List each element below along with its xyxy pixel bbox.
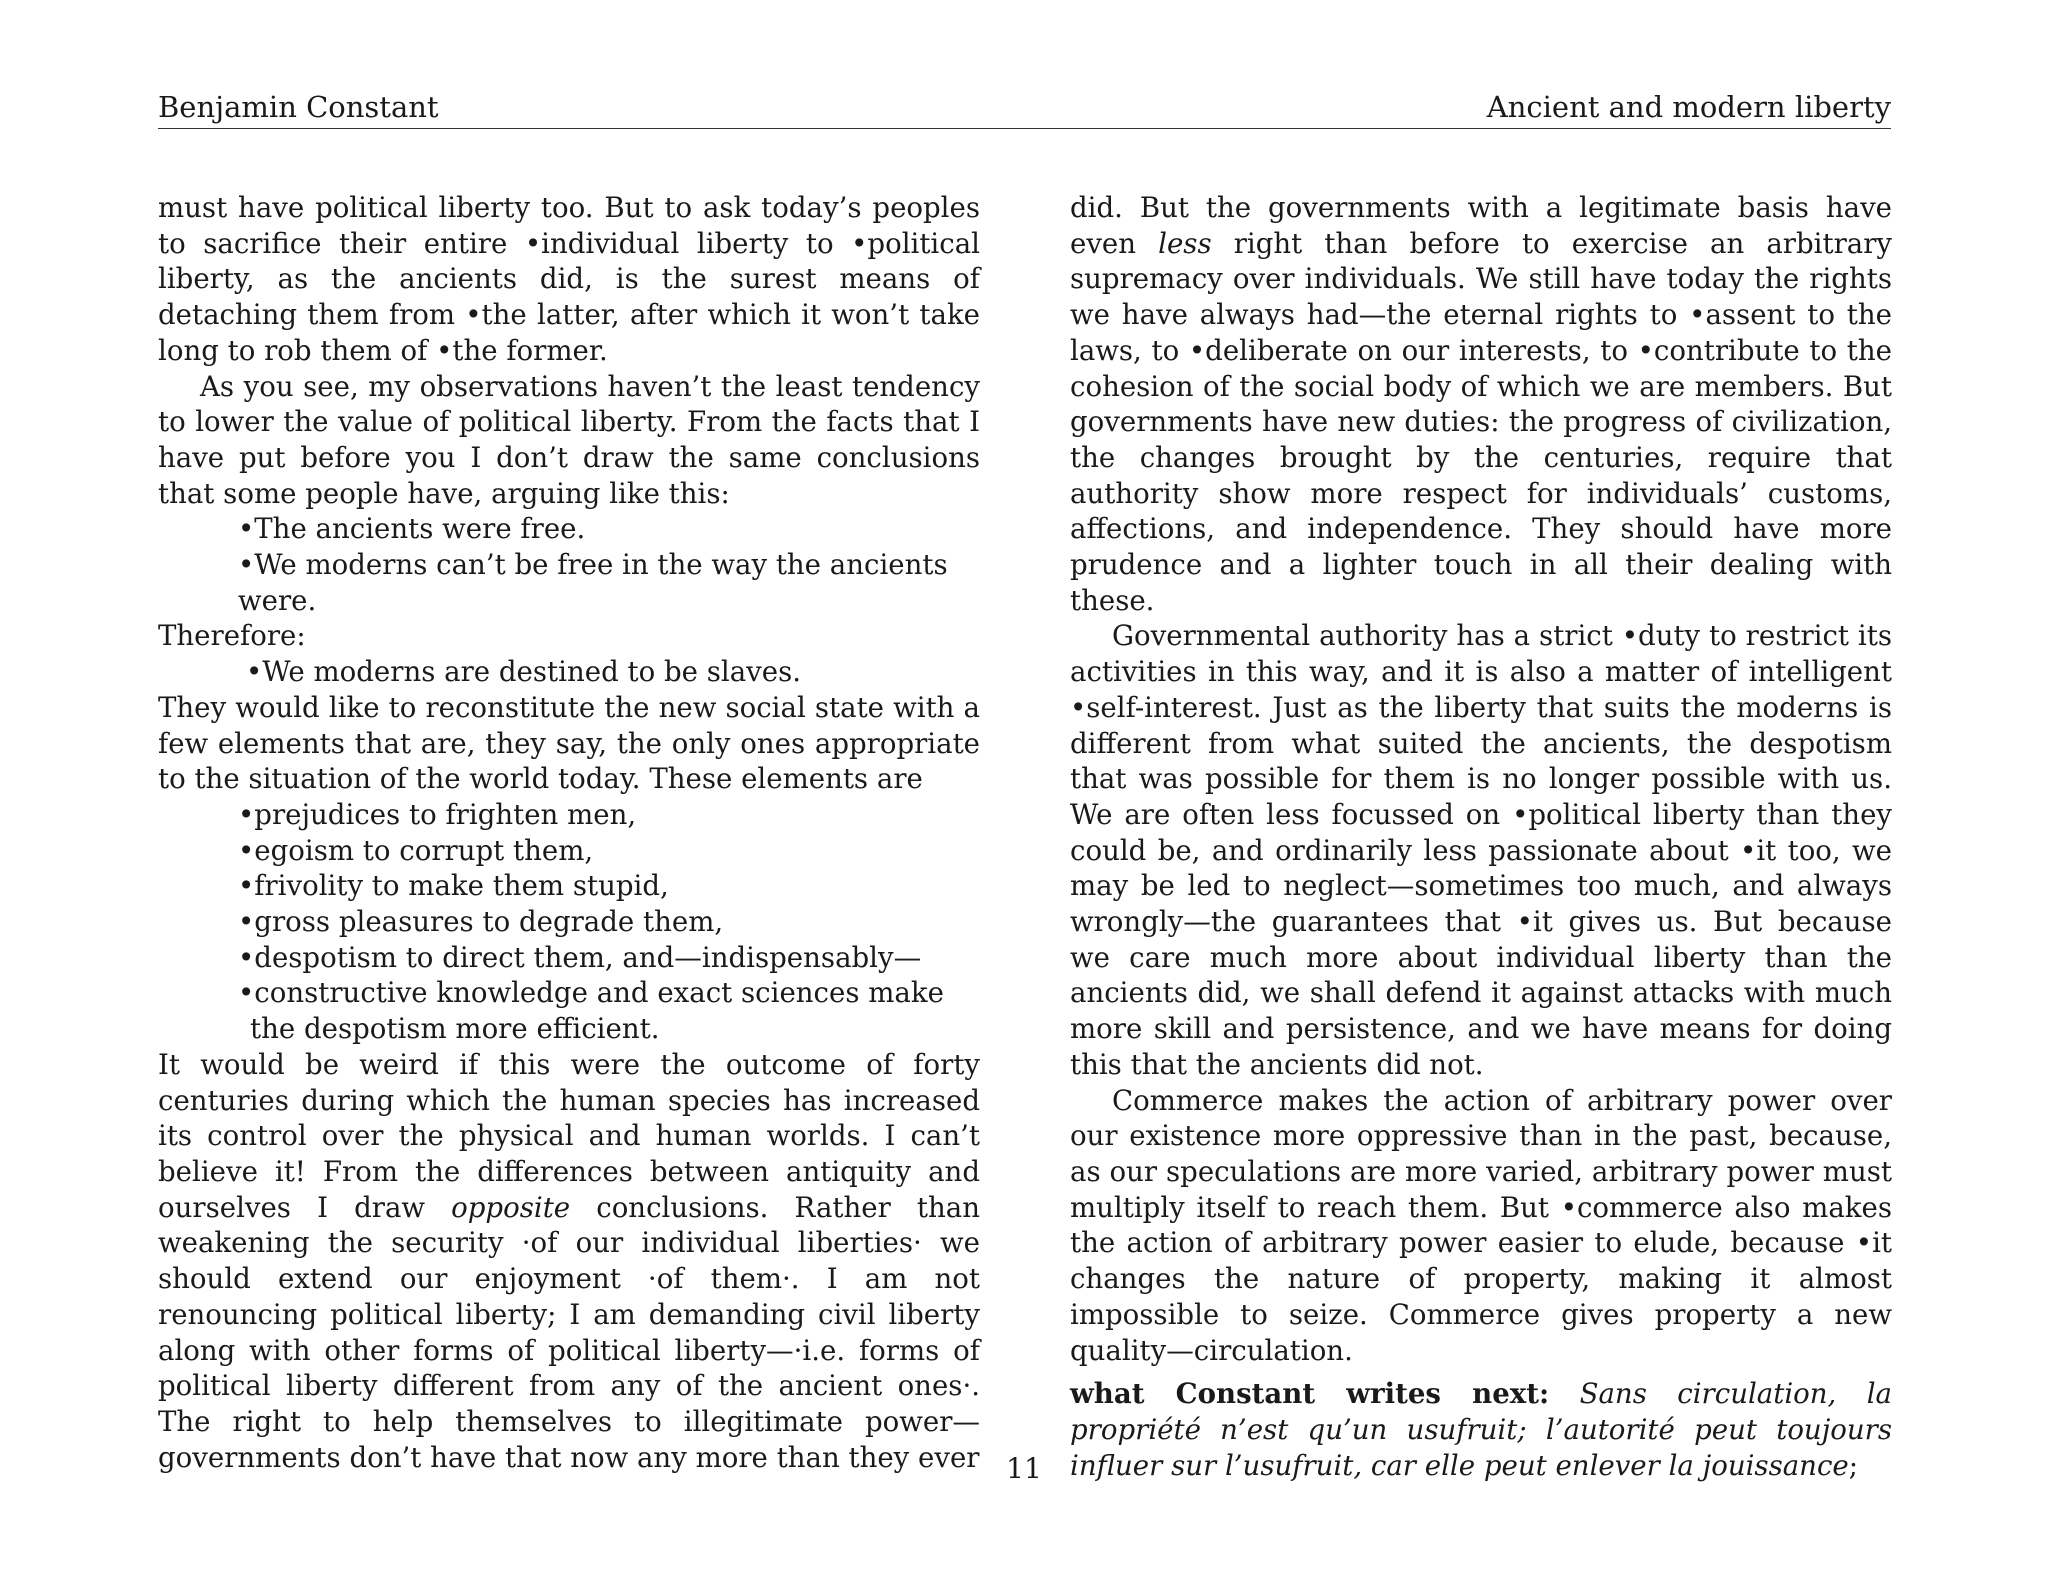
text-run: It would be weird if this were the outcome of forty centuries during which the human species has increased its control over the physical and human worlds. I can’t believe it! From the differences between antiquity and ourselves I draw — [158, 1047, 980, 1224]
text-run: right than before to exercise an arbitrary supremacy over individuals. We still have today the rights we have always had—the eternal rights to •assent to the laws, to •deliberate on our interests, to •contribute to the cohesion of the social body of which we are members. But governments have new duties: the progress of civilization, the changes brought by the centuries, require that authority show more respect for individuals’ customs, affections, and independence. They should have more prudence and a lighter touch in all their dealing with these. — [1070, 226, 1893, 617]
paragraph — [1070, 190, 1892, 618]
paragraph — [158, 1047, 980, 1475]
note-end: ; — [1848, 1448, 1859, 1482]
note-label: what Constant writes next: — [1070, 1377, 1550, 1411]
paragraph: They would like to reconstitute the new social state with a few elements that are, they say, the only ones appropriate to the situation of the world today. These elements are — [158, 690, 980, 796]
paragraph: Commerce makes the action of arbitrary power over our existence more oppressive than in the past, because, as our speculations are more varied, arbitrary power must multiply itself to reach them. But •commerce also makes the action of arbitrary power easier to elude, because •it changes the nature of property, making it almost impossible to seize. Commerce gives property a new quality—circulation. — [1070, 1083, 1892, 1367]
emphasis: less — [1158, 226, 1212, 260]
text-run: conclusions. Rather than weakening the security ·of our individual liberties· we should extend our enjoyment ·of them·. I am not renouncing political liberty; I am demanding civil liberty along with other forms of political liberty—·i.e. forms of political liberty different from any of the ancient ones·. The right to help themselves to illegitimate power—governments don’t have that now any more than they ever — [158, 1190, 980, 1474]
argument-therefore: Therefore: — [158, 619, 306, 653]
list-item: •egoism to corrupt them, — [238, 833, 594, 867]
left-column — [158, 190, 980, 1475]
list-item: •gross pleasures to degrade them, — [238, 905, 724, 939]
emphasis: opposite — [451, 1190, 571, 1224]
list-item: •prejudices to frighten men, — [238, 797, 637, 831]
right-column — [1070, 190, 1892, 1483]
argument-conclusion: •We moderns are destined to be slaves. — [246, 655, 802, 689]
header-title: Ancient and modern liberty — [1486, 90, 1891, 124]
argument-premise: •We moderns can’t be free in the way the ancients were. — [238, 548, 948, 617]
list-item: •despotism to direct them, and—indispensably— — [238, 940, 922, 974]
page-number: 11 — [1006, 1452, 1042, 1485]
paragraph: As you see, my observations haven’t the least tendency to lower the value of political liberty. From the facts that I have put before you I don’t draw the same conclusions that some people have, arguing like this: — [158, 369, 980, 510]
running-header — [158, 88, 1891, 129]
list-item: •frivolity to make them stupid, — [238, 869, 669, 903]
list-item: •constructive knowledge and exact sciences make the despotism more efficient. — [238, 976, 944, 1046]
header-author: Benjamin Constant — [158, 90, 439, 124]
text-run: did. But the governments with a legitimate basis have even — [1070, 191, 1892, 260]
argument-premise: •The ancients were free. — [238, 512, 586, 546]
paragraph: must have political liberty too. But to ask today’s peoples to sacrifice their entire •individual liberty to •political liberty, as the ancients did, is the surest means of detaching them from •the latter, after which it won’t take long to rob them of •the former. — [158, 191, 980, 367]
paragraph: Governmental authority has a strict •duty to restrict its activities in this way, and it is also a matter of intelligent •self-interest. Just as the liberty that suits the moderns is different from what suited the ancients, the despotism that was possible for them is no longer possible with us. We are often less focussed on •political liberty than they could be, and ordinarily less passionate about •it too, we may be led to neglect—sometimes too much, and always wrongly—the guarantees that •it gives us. But because we care much more about individual liberty than the ancients did, we shall defend it against attacks with much more skill and persistence, and we have means for doing this that the ancients did not. — [1070, 619, 1892, 1081]
note-quote: Sans circulation, la propriété n’est qu’un usufruit; l’autorité peut toujours influer sur l’usufruit, car elle peut enlever la jouissance — [1070, 1377, 1892, 1482]
